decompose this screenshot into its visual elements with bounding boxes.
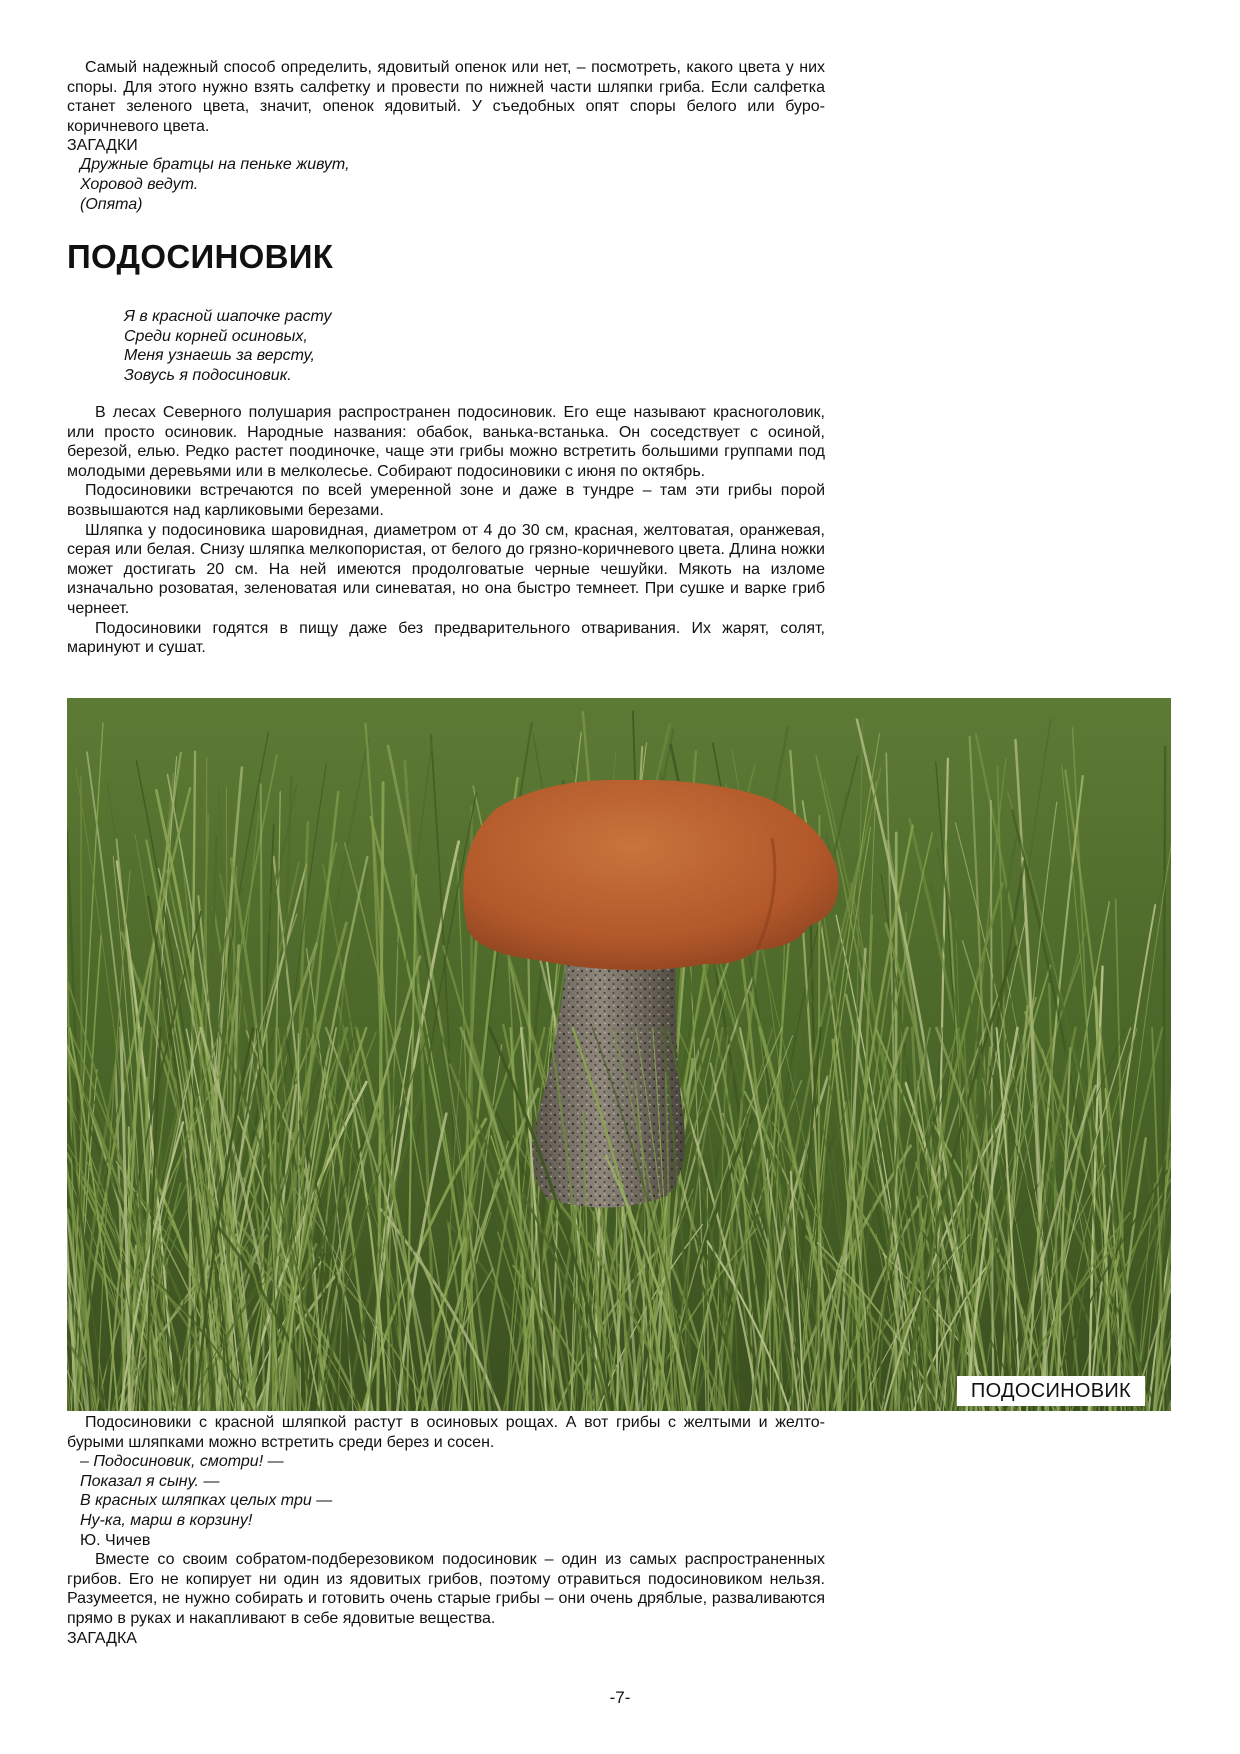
epigraph-line: Среди корней осиновых,: [124, 327, 308, 345]
riddle-line: Дружные братцы на пеньке живут,: [80, 156, 350, 174]
photo-caption: ПОДОСИНОВИК: [957, 1376, 1145, 1406]
riddle-label: ЗАГАДКА: [67, 1629, 137, 1647]
body-paragraph: В лесах Северного полушария распространен подосиновик. Его еще называют красноголовик, или просто осиновик. Народные названия: обабок, ванька-встанька. Он соседствует с осиной, березой, елью. Редко растет поодиночке, чаще эти грибы можно встретить большими группами под молодыми деревьями или в мелколесье. Собирают подосиновики с июня по октябрь.: [67, 404, 825, 480]
epigraph-line: Меня узнаешь за версту,: [124, 347, 315, 365]
after-photo-paragraph: Подосиновики с красной шляпкой растут в осиновых рощах. А вот грибы с желтыми и желто-бурыми шляпками можно встретить среди берез и сосен.: [67, 1414, 825, 1451]
page-number: -7-: [609, 1688, 631, 1707]
epigraph: [124, 307, 331, 385]
section-title: ПОДОСИНОВИК: [67, 238, 334, 275]
epigraph-line: Зовусь я подосиновик.: [124, 366, 292, 384]
riddles-label: ЗАГАДКИ: [67, 137, 138, 155]
after-photo-paragraph-2: Вместе со своим собратом-подберезовиком подосиновик – один из самых распространенных грибов. Его не копирует ни один из ядовитых грибов, поэтому отравиться подосиновиком нельзя. Разумеется, не нужно собирать и готовить очень старые грибы – они очень дряблые, разваливаются прямо в руках и накапливают в себе ядовитые вещества.: [67, 1551, 825, 1627]
intro-block: [67, 58, 825, 214]
riddle-verse: [67, 155, 825, 214]
intro-paragraph: Самый надежный способ определить, ядовитый опенок или нет, – посмотреть, какого цвета у них споры. Для этого нужно взять салфетку и провести по нижней части шляпки гриба. Если салфетка станет зеленого цвета, значит, опенок ядовитый. У съедобных опят споры белого или буро-коричневого цвета.: [67, 59, 825, 135]
poem-line: – Подосиновик, смотри! —: [80, 1453, 284, 1471]
mushroom-photo: [67, 698, 1171, 1411]
mushroom-cap: [463, 780, 838, 970]
poem: [67, 1452, 825, 1550]
poem-line: Показал я сыну. —: [80, 1472, 220, 1490]
poem-line: Ну-ка, марш в корзину!: [80, 1511, 253, 1529]
after-photo-block: [67, 1413, 825, 1648]
riddle-line: Хоровод ведут.: [80, 175, 199, 193]
body-paragraph: Подосиновики встречаются по всей умеренной зоне и даже в тундре – там эти грибы порой возвышаются над карликовыми березами.: [67, 482, 825, 519]
riddle-line: (Опята): [80, 195, 143, 213]
body-paragraph: Подосиновики годятся в пищу даже без предварительного отваривания. Их жарят, солят, маринуют и сушат.: [67, 619, 825, 657]
mushroom-illustration: [67, 698, 1171, 1411]
poem-author: Ю. Чичев: [80, 1531, 151, 1549]
epigraph-line: Я в красной шапочке расту: [124, 308, 332, 325]
body-paragraph: Шляпка у подосиновика шаровидная, диаметром от 4 до 30 см, красная, желтоватая, оранжевая, серая или белая. Снизу шляпка мелкопористая, от белого до грязно-коричневого цвета. Длина ножки может достигать 20 см. На ней имеются продолговатые черные чешуйки. Мякоть на изломе изначально розоватая, зеленоватая или синеватая, но она быстро темнеет. При сушке и варке гриб чернеет.: [67, 521, 825, 617]
article-body: [67, 403, 825, 658]
poem-line: В красных шляпках целых три —: [80, 1492, 333, 1510]
